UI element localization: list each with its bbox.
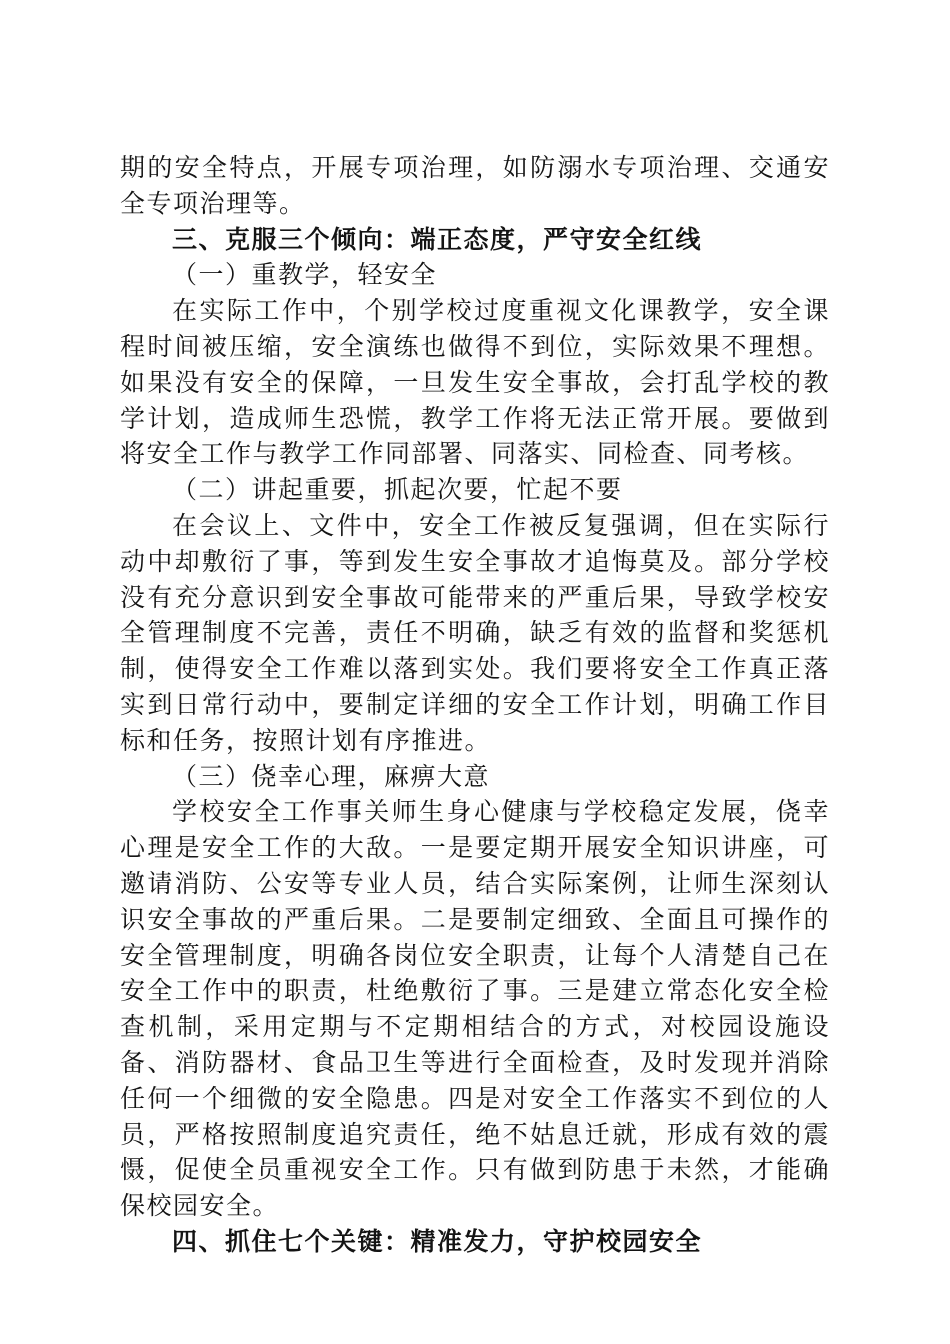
subsection-title-3: （三）侥幸心理，麻痹大意 xyxy=(172,761,491,791)
section-heading-3: 三、克服三个倾向：端正态度，严守安全红线 xyxy=(172,224,703,254)
subsection-body-2: 在会议上、文件中，安全工作被反复强调，但在实际行动中却敷衍了事，等到发生安全事故才追悔莫及。部分学校没有充分意识到安全事故可能带来的严重后果，导致学校安全管理制度不完善，责任不明确，缺乏有效的监督和奖惩机制，使得安全工作难以落到实处。我们要将安全工作真正落实到日常行动中，要制定详细的安全工作计划，明确工作目标和任务，按照计划有序推进。 xyxy=(120,510,830,755)
paragraph-continuation: 期的安全特点，开展专项治理，如防溺水专项治理、交通安全专项治理等。 xyxy=(120,153,830,218)
subsection-body-1: 在实际工作中，个别学校过度重视文化课教学，安全课程时间被压缩，安全演练也做得不到位，实际效果不理想。如果没有安全的保障，一旦发生安全事故，会打乱学校的教学计划，造成师生恐慌，教学工作将无法正常开展。要做到将安全工作与教学工作同部署、同落实、同检查、同考核。 xyxy=(120,296,830,469)
subsection-title-1: （一）重教学，轻安全 xyxy=(172,260,438,290)
section-heading-4: 四、抓住七个关键：精准发力，守护校园安全 xyxy=(172,1226,703,1256)
subsection-title-2: （二）讲起重要，抓起次要，忙起不要 xyxy=(172,475,623,505)
subsection-body-3: 学校安全工作事关师生身心健康与学校稳定发展，侥幸心理是安全工作的大敌。一是要定期开展安全知识讲座，可邀请消防、公安等专业人员，结合实际案例，让师生深刻认识安全事故的严重后果。二是要制定细致、全面且可操作的安全管理制度，明确各岗位安全职责，让每个人清楚自己在安全工作中的职责，杜绝敷衍了事。三是建立常态化安全检查机制，采用定期与不定期相结合的方式，对校园设施设备、消防器材、食品卫生等进行全面检查，及时发现并消除任何一个细微的安全隐患。四是对安全工作落实不到位的人员，严格按照制度追究责任，绝不姑息迁就，形成有效的震慑，促使全员重视安全工作。只有做到防患于未然，才能确保校园安全。 xyxy=(120,797,830,1221)
document-body xyxy=(120,150,830,1260)
